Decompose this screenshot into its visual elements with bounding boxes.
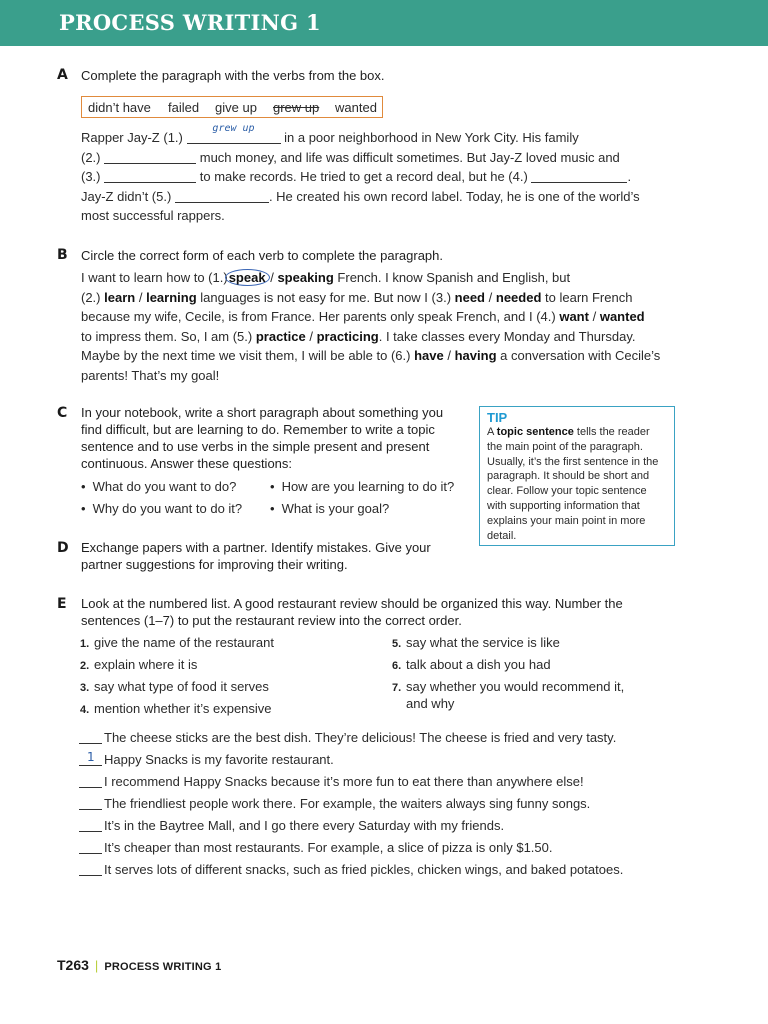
review-text: It serves lots of different snacks, such as fried pickles, chicken wings, and baked potatoes. bbox=[104, 862, 624, 877]
section-d-letter: D bbox=[57, 540, 69, 556]
text: . I take classes every Monday and Thursday. bbox=[378, 328, 636, 344]
list-number: 5. bbox=[392, 638, 402, 650]
text: (3.) bbox=[81, 169, 101, 184]
section-e-letter: E bbox=[57, 596, 67, 612]
text: Maybe by the next time we visit them, I will be able to (6.) bbox=[81, 348, 411, 363]
list-item bbox=[392, 633, 560, 655]
review-row bbox=[79, 728, 616, 748]
text: Rapper Jay-Z (1.) bbox=[81, 130, 183, 145]
text: / bbox=[138, 289, 143, 305]
text: a conversation with Cecile’s bbox=[500, 348, 661, 363]
tip-title: TIP bbox=[487, 410, 508, 425]
section-b-letter: B bbox=[57, 247, 68, 263]
text: to make records. He tried to get a record deal, but he (4.) bbox=[199, 169, 528, 184]
text: In your notebook, write a short paragraph about something you bbox=[81, 405, 444, 420]
text: Look at the numbered list. A good restaurant review should be organized this way. Number the bbox=[81, 596, 623, 611]
option[interactable]: speaking bbox=[277, 270, 334, 285]
text: to impress them. So, I am (5.) bbox=[81, 328, 253, 344]
text: partner suggestions for improving their writing. bbox=[81, 557, 348, 572]
option-circled[interactable]: speak bbox=[225, 269, 270, 286]
section-a-letter: A bbox=[57, 67, 68, 83]
handwritten-number: 1 bbox=[87, 750, 95, 764]
text: . He created his own record label. Today, he is one of the world’s bbox=[268, 188, 640, 204]
list-text: say whether you would recommend it, bbox=[406, 679, 625, 694]
list-number: 7. bbox=[392, 682, 402, 694]
order-blank[interactable] bbox=[79, 774, 102, 788]
list-item bbox=[80, 677, 269, 699]
order-blank[interactable] bbox=[79, 862, 102, 876]
section-d-instruction bbox=[81, 539, 431, 573]
page-footer bbox=[57, 956, 221, 978]
answer-blank-1[interactable] bbox=[187, 123, 281, 144]
list-text: say what the service is like bbox=[406, 635, 560, 650]
text: find difficult, but are learning to do. Remember to write a topic bbox=[81, 422, 435, 437]
list-item bbox=[80, 699, 272, 721]
text: because my wife, Cecile, is from France. Her parents only speak French, and I (4.) bbox=[81, 309, 556, 324]
list-number: 2. bbox=[80, 660, 90, 672]
section-c-letter: C bbox=[57, 405, 68, 421]
list-text: say what type of food it serves bbox=[94, 679, 269, 694]
footer-title: PROCESS WRITING 1 bbox=[104, 961, 222, 973]
review-text: Happy Snacks is my favorite restaurant. bbox=[104, 752, 334, 767]
review-text: The friendliest people work there. For example, the waiters always sing funny songs. bbox=[104, 796, 591, 811]
text: Usually, it’s the first sentence in the bbox=[487, 455, 659, 468]
text: to learn French bbox=[545, 289, 633, 305]
list-item bbox=[80, 655, 197, 677]
answer-blank-5[interactable] bbox=[175, 188, 269, 203]
text: / bbox=[270, 270, 274, 285]
text: in a poor neighborhood in New York City. His family bbox=[284, 130, 579, 145]
section-b-instruction: Circle the correct form of each verb to complete the paragraph. bbox=[81, 248, 444, 263]
list-text: mention whether it’s expensive bbox=[94, 701, 272, 716]
option[interactable]: practicing bbox=[316, 328, 379, 344]
text: Jay-Z didn’t (5.) bbox=[81, 188, 172, 204]
section-a-instruction: Complete the paragraph with the verbs from the box. bbox=[81, 68, 385, 83]
list-item bbox=[392, 655, 551, 677]
option[interactable]: wanted bbox=[599, 309, 645, 324]
order-blank[interactable] bbox=[79, 796, 102, 810]
option[interactable]: learning bbox=[146, 289, 197, 305]
text: with supporting information that bbox=[487, 499, 640, 512]
review-text: The cheese sticks are the best dish. They’re delicious! The cheese is fried and very tasty. bbox=[104, 730, 617, 745]
word-box-item: failed bbox=[168, 100, 200, 115]
section-b-paragraph bbox=[81, 268, 660, 385]
review-text: It’s in the Baytree Mall, and I go there every Saturday with my friends. bbox=[104, 818, 505, 833]
text: sentence and to use verbs in the simple present and present bbox=[81, 439, 430, 454]
answer-blank-3[interactable] bbox=[104, 168, 196, 183]
text: much money, and life was difficult sometimes. But Jay-Z loved music and bbox=[199, 149, 620, 165]
list-text: give the name of the restaurant bbox=[94, 635, 274, 650]
review-row bbox=[79, 816, 504, 836]
text: continuous. Answer these questions: bbox=[81, 456, 293, 471]
list-number: 3. bbox=[80, 682, 90, 694]
section-c-instruction bbox=[81, 404, 443, 472]
option[interactable]: learn bbox=[104, 289, 136, 305]
handwritten-answer: grew up bbox=[212, 123, 255, 134]
order-blank[interactable] bbox=[79, 840, 102, 854]
list-text: and why bbox=[406, 696, 455, 711]
list-number: 6. bbox=[392, 660, 402, 672]
text: (2.) bbox=[81, 149, 101, 165]
order-blank[interactable] bbox=[79, 730, 102, 744]
answer-blank-4[interactable] bbox=[531, 168, 627, 183]
text: (2.) bbox=[81, 289, 101, 305]
review-text: It’s cheaper than most restaurants. For example, a slice of pizza is only $1.50. bbox=[104, 840, 553, 855]
text: the main point of the paragraph. bbox=[487, 440, 643, 453]
review-row bbox=[79, 860, 623, 880]
text: A bbox=[487, 426, 494, 438]
option[interactable]: have bbox=[414, 348, 444, 363]
review-text: I recommend Happy Snacks because it’s more fun to eat there than anywhere else! bbox=[104, 774, 584, 789]
text: languages is not easy for me. But now I (3.) bbox=[200, 289, 452, 305]
text: explains your main point in more bbox=[487, 514, 646, 527]
review-row bbox=[79, 750, 334, 770]
word-box-item: didn’t have bbox=[88, 100, 151, 115]
list-number: 4. bbox=[80, 704, 90, 716]
review-row bbox=[79, 772, 584, 792]
page-title: PROCESS WRITING 1 bbox=[59, 10, 321, 35]
option[interactable]: having bbox=[454, 348, 497, 363]
text: / bbox=[488, 289, 493, 305]
list-text: talk about a dish you had bbox=[406, 657, 551, 672]
footer-separator: | bbox=[94, 958, 99, 973]
text: most successful rappers. bbox=[81, 208, 225, 223]
review-row bbox=[79, 794, 590, 814]
page-number: T263 bbox=[57, 957, 89, 973]
tip-term: topic sentence bbox=[496, 426, 574, 438]
option[interactable]: want bbox=[559, 309, 589, 324]
list-item bbox=[80, 633, 274, 655]
text: Exchange papers with a partner. Identify mistakes. Give your bbox=[81, 540, 431, 555]
order-blank[interactable] bbox=[79, 752, 102, 766]
list-number: 1. bbox=[80, 638, 90, 650]
word-box-item: give up bbox=[215, 100, 257, 115]
text: French. I know Spanish and English, but bbox=[337, 270, 571, 285]
section-a-paragraph bbox=[81, 123, 640, 226]
option[interactable]: practice bbox=[255, 328, 306, 344]
text: . bbox=[627, 169, 632, 184]
bullet-item: • What is your goal? bbox=[270, 499, 389, 519]
list-text: explain where it is bbox=[94, 657, 198, 672]
word-box bbox=[81, 96, 383, 118]
text: parents! That’s my goal! bbox=[81, 367, 220, 383]
bullet-item: • What do you want to do? bbox=[81, 477, 236, 497]
section-e-instruction bbox=[81, 595, 623, 629]
option[interactable]: need bbox=[454, 289, 485, 305]
text: / bbox=[592, 309, 597, 324]
text: detail. bbox=[487, 529, 517, 542]
list-item bbox=[392, 694, 454, 714]
text: / bbox=[447, 348, 451, 363]
answer-blank-2[interactable] bbox=[104, 149, 196, 164]
text: clear. Follow your topic sentence bbox=[487, 485, 647, 498]
text: / bbox=[309, 328, 313, 344]
text: sentences (1–7) to put the restaurant review into the correct order. bbox=[81, 613, 462, 628]
tip-body bbox=[487, 425, 671, 543]
text: tells the reader bbox=[576, 426, 650, 438]
bullet-item: • How are you learning to do it? bbox=[270, 477, 454, 497]
text: I want to learn how to (1.) bbox=[81, 270, 228, 285]
review-row bbox=[79, 838, 552, 858]
word-box-item-crossed: grew up bbox=[273, 100, 320, 115]
tip-box bbox=[479, 406, 675, 546]
option[interactable]: needed bbox=[495, 289, 542, 305]
text: paragraph. It should be short and bbox=[487, 470, 650, 483]
word-box-item: wanted bbox=[335, 100, 377, 115]
header-banner bbox=[0, 0, 768, 46]
order-blank[interactable] bbox=[79, 818, 102, 832]
bullet-item: • Why do you want to do it? bbox=[81, 499, 242, 519]
